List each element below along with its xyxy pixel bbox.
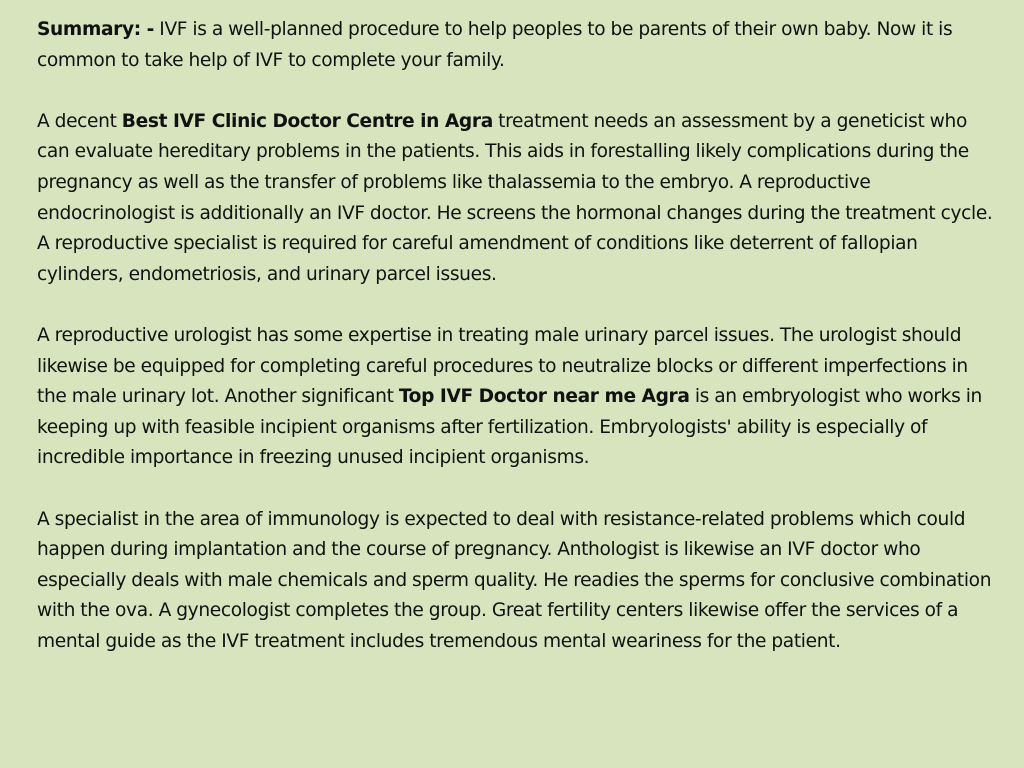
immunology-paragraph-text: A specialist in the area of immunology is expected to deal with resistance-related problems which could happen during implantation and the course of pregnancy. Anthologist is likewise an IVF doctor who especially deals with male chemicals and sperm quality. He readies the sperms for conclusive combination with the ova. A gynecologist completes the group. Great fertility centers likewise offer the services of a mental guide as the IVF treatment includes tremendous mental weariness for the patient. — [37, 508, 992, 652]
summary-label: Summary: - — [37, 19, 155, 40]
immunology-paragraph — [37, 505, 994, 658]
clinic-paragraph — [37, 107, 994, 291]
urologist-paragraph-rest: is an embryologist who works in keeping up with feasible incipient organisms after fertilization. Embryologists' ability is especially of incredible importance in freezing unused incipient organisms. — [37, 386, 982, 469]
clinic-paragraph-rest: treatment needs an assessment by a geneticist who can evaluate hereditary problems in the patients. This aids in forestalling likely complications during the pregnancy as well as the transfer of problems like thalassemia to the embryo. A reproductive endocrinologist is additionally an IVF doctor. He screens the hormonal changes during the treatment cycle. A reproductive specialist is required for careful amendment of conditions like deterrent of fallopian cylinders, endometriosis, and urinary parcel issues. — [37, 110, 993, 285]
summary-paragraph — [37, 15, 994, 76]
urologist-paragraph-lead: A reproductive urologist has some expertise in treating male urinary parcel issues. The urologist should likewise be equipped for completing careful procedures to neutralize blocks or different imperfections in the male urinary lot. Another significant — [37, 324, 968, 408]
best-ivf-clinic-keyword: Best IVF Clinic Doctor Centre in Agra — [121, 110, 493, 132]
urologist-paragraph — [37, 321, 994, 474]
clinic-paragraph-lead: A decent — [37, 110, 122, 132]
summary-text: IVF is a well-planned procedure to help peoples to be parents of their own baby. Now it is common to take help of IVF to complete your family. — [37, 19, 953, 71]
top-ivf-doctor-keyword: Top IVF Doctor near me Agra — [398, 386, 690, 408]
